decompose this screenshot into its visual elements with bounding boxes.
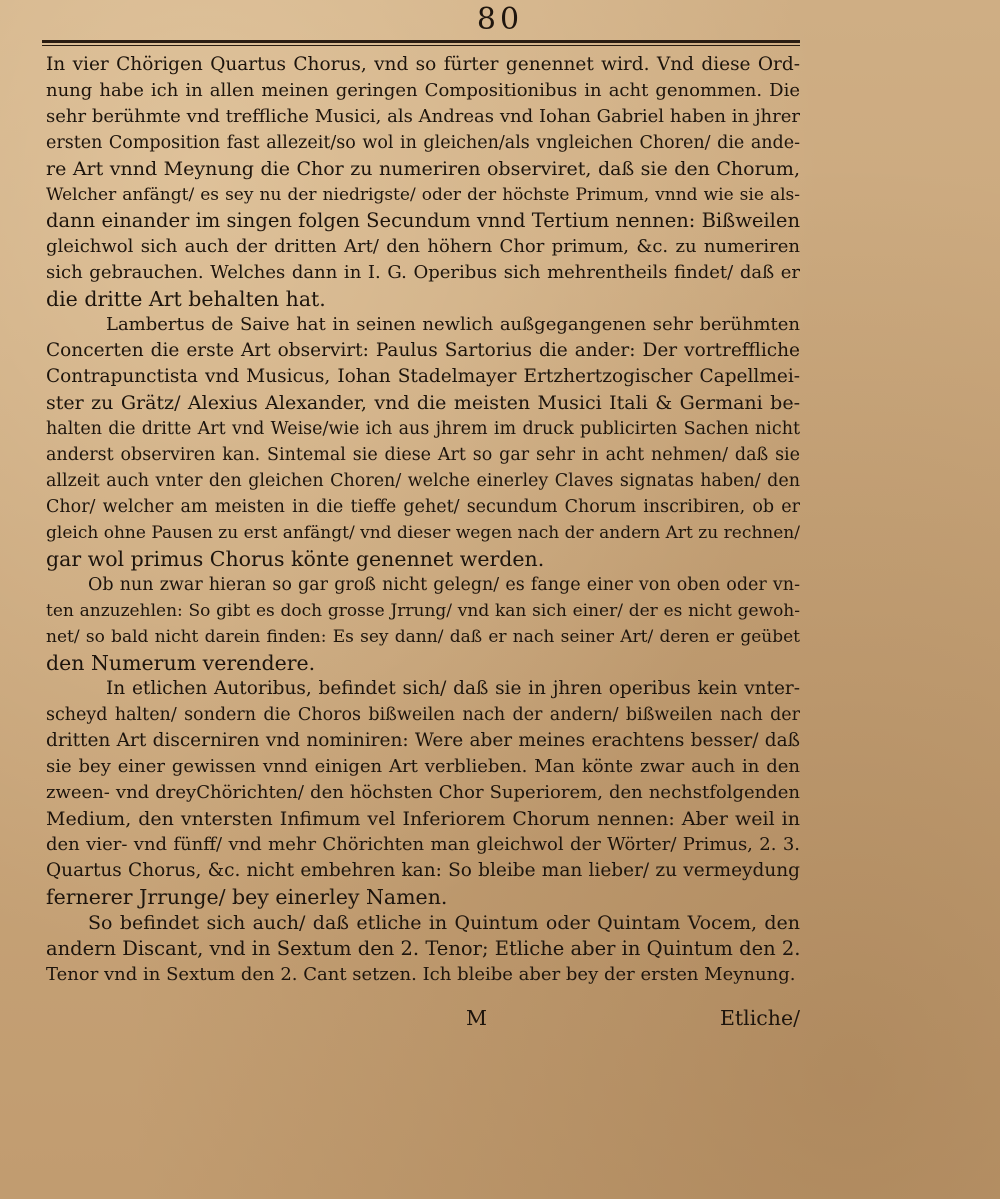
text-line: ten anzuzehlen: So gibt es doch grosse Jrrung/ vnd kan sich einer/ der es nicht gewoh- bbox=[46, 601, 800, 621]
text-line: zween- vnd dreyChörichten/ den höchsten Chor Superiorem, den nechstfolgenden bbox=[46, 782, 800, 803]
text-line: In etlichen Autoribus, befindet sich/ daß sie in jhren operibus kein vnter- bbox=[106, 678, 800, 699]
text-line: andern Discant, vnd in Sextum den 2. Tenor; Etliche aber in Quintum den 2. bbox=[46, 937, 800, 960]
text-line: Ob nun zwar hieran so gar groß nicht gelegn/ es fange einer von oben oder vn- bbox=[88, 575, 800, 595]
text-line: ster zu Grätz/ Alexius Alexander, vnd die meisten Musici Itali & Germani be- bbox=[46, 392, 800, 414]
text-line: anderst observiren kan. Sintemal sie diese Art so gar sehr in acht nehmen/ daß sie bbox=[46, 445, 800, 465]
paragraph bbox=[46, 910, 800, 988]
text-line: Tenor vnd in Sextum den 2. Cant setzen. Ich bleibe aber bey der ersten Meynung. bbox=[46, 964, 796, 985]
text-line: scheyd halten/ sondern die Choros bißweilen nach der andern/ bißweilen nach der bbox=[46, 705, 800, 725]
text-line: Quartus Chorus, &c. nicht embehren kan: So bleibe man lieber/ zu vermeydung bbox=[46, 860, 800, 881]
text-line: Concerten die erste Art observirt: Paulus Sartorius die ander: Der vortreffliche bbox=[46, 340, 800, 361]
text-line: fernerer Jrrunge/ bey einerley Namen. bbox=[46, 885, 448, 909]
catchword: Etliche/ bbox=[719, 1006, 800, 1030]
paragraph bbox=[46, 572, 800, 676]
text-line: Chor/ welcher am meisten in die tieffe gehet/ secundum Chorum inscribiren, ob er bbox=[46, 497, 800, 517]
text-line: net/ so bald nicht darein finden: Es sey dann/ daß er nach seiner Art/ deren er geübet bbox=[46, 627, 800, 647]
text-line: In vier Chörigen Quartus Chorus, vnd so fürter genennet wird. Vnd diese Ord- bbox=[46, 54, 800, 75]
text-line: dann einander im singen folgen Secundum vnnd Tertium nennen: Bißweilen bbox=[46, 209, 800, 232]
paragraph bbox=[46, 312, 800, 572]
text-line: sich gebrauchen. Welches dann in I. G. Operibus sich mehrentheils findet/ daß er bbox=[46, 262, 800, 283]
paragraph bbox=[46, 52, 800, 312]
page-footer bbox=[46, 1006, 800, 1036]
text-line: sehr berühmte vnd treffliche Musici, als Andreas vnd Iohan Gabriel haben in jhrer bbox=[46, 106, 800, 127]
text-line: die dritte Art behalten hat. bbox=[46, 287, 326, 311]
text-line: ersten Composition fast allezeit/so wol in gleichen/als vngleichen Choren/ die ande- bbox=[46, 133, 800, 153]
text-line: gleichwol sich auch der dritten Art/ den höhern Chor primum, &c. zu numeriren bbox=[46, 236, 800, 257]
text-line: re Art vnnd Meynung die Chor zu numeriren observiret, daß sie den Chorum, bbox=[46, 158, 800, 180]
text-line: allzeit auch vnter den gleichen Choren/ welche einerley Claves signatas haben/ den bbox=[46, 471, 800, 491]
text-line: nung habe ich in allen meinen geringen Compositionibus in acht genommen. Die bbox=[46, 80, 800, 101]
text-line: gleich ohne Pausen zu erst anfängt/ vnd dieser wegen nach der andern Art zu rechnen/ bbox=[46, 523, 800, 543]
body-text bbox=[46, 52, 800, 988]
text-line: Lambertus de Saive hat in seinen newlich außgegangenen sehr berühmten bbox=[106, 314, 800, 335]
text-line: Medium, den vntersten Infimum vel Inferiorem Chorum nennen: Aber weil in bbox=[46, 808, 800, 830]
text-line: gar wol primus Chorus könte genennet werden. bbox=[46, 547, 545, 571]
text-line: halten die dritte Art vnd Weise/wie ich aus jhrem im druck publicirten Sachen nicht bbox=[46, 419, 800, 439]
text-line: den vier- vnd fünff/ vnd mehr Chörichten man gleichwol der Wörter/ Primus, 2. 3. bbox=[46, 834, 800, 855]
text-line: Contrapunctista vnd Musicus, Iohan Stadelmayer Ertzhertzogischer Capellmei- bbox=[46, 366, 800, 387]
text-line: den Numerum verendere. bbox=[46, 651, 316, 675]
text-line: So befindet sich auch/ daß etliche in Quintum oder Quintam Vocem, den bbox=[88, 912, 800, 934]
signature-mark: M bbox=[466, 1006, 487, 1030]
text-line: sie bey einer gewissen vnnd einigen Art verblieben. Man könte zwar auch in den bbox=[46, 756, 800, 777]
page-number: 80 bbox=[476, 2, 524, 37]
paragraph bbox=[46, 676, 800, 910]
header-rule bbox=[42, 40, 800, 46]
text-line: Welcher anfängt/ es sey nu der niedrigste/ oder der höchste Primum, vnnd wie sie als- bbox=[46, 185, 800, 205]
text-line: dritten Art discerniren vnd nominiren: Were aber meines erachtens besser/ daß bbox=[46, 730, 800, 751]
